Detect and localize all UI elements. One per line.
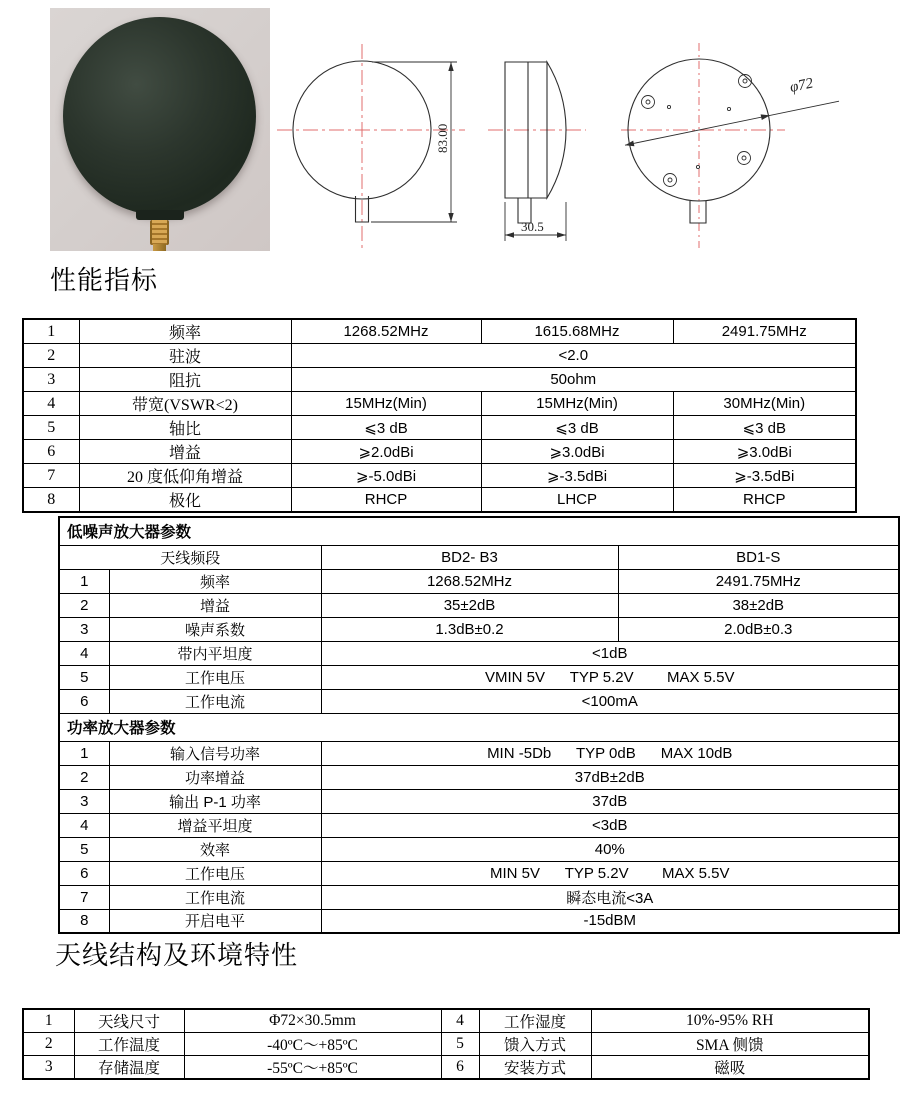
table-row (59, 741, 899, 765)
param-value-cell: ⩾3.0dBi (481, 440, 673, 464)
row-number-cell: 6 (59, 861, 109, 885)
param-name-cell: 轴比 (79, 416, 291, 440)
param-name-cell: 频率 (109, 569, 321, 593)
table-row (59, 569, 899, 593)
param-value-cell: 1.3dB±0.2 (321, 617, 618, 641)
product-overview-section (0, 0, 900, 262)
param-value-cell: ⩾-3.5dBi (673, 464, 856, 488)
row-number-cell: 1 (23, 319, 79, 344)
param-value-cell: 1268.52MHz (321, 569, 618, 593)
param-name-cell: 驻波 (79, 344, 291, 368)
param-name-cell: 极化 (79, 488, 291, 513)
row-number-cell: 1 (23, 1009, 74, 1033)
row-number-cell: 3 (23, 1056, 74, 1080)
table-row (23, 488, 856, 513)
row-number-cell: 3 (23, 368, 79, 392)
row-number-cell: 3 (59, 617, 109, 641)
param-name-cell: 增益 (109, 593, 321, 617)
pa-section-title: 功率放大器参数 (59, 713, 899, 741)
param-name-cell: 频率 (79, 319, 291, 344)
connector-tab (136, 210, 184, 220)
param-value-cell: <100mA (321, 689, 899, 713)
param-value-cell: -55ºC～+85ºC (184, 1056, 441, 1080)
table-row (59, 813, 899, 837)
param-value-cell: ⩾3.0dBi (673, 440, 856, 464)
front-view-drawing (275, 28, 470, 260)
param-name-cell: 20 度低仰角增益 (79, 464, 291, 488)
table-row (23, 1033, 869, 1056)
param-name-cell: 馈入方式 (479, 1033, 591, 1056)
table-row (59, 689, 899, 713)
param-name-cell: 噪声系数 (109, 617, 321, 641)
param-name-cell: 工作电压 (109, 665, 321, 689)
param-value-cell: 50ohm (291, 368, 856, 392)
param-value-cell: MIN 5V TYP 5.2V MAX 5.5V (321, 861, 899, 885)
param-name-cell: 阻抗 (79, 368, 291, 392)
param-value-cell: 38±2dB (618, 593, 899, 617)
param-name-cell: 效率 (109, 837, 321, 861)
table-row (59, 641, 899, 665)
back-view-drawing (613, 28, 900, 263)
param-value-cell: Φ72×30.5mm (184, 1009, 441, 1033)
row-number-cell: 4 (23, 392, 79, 416)
param-value-cell: VMIN 5V TYP 5.2V MAX 5.5V (321, 665, 899, 689)
row-number-cell: 4 (441, 1009, 479, 1033)
table-row (23, 319, 856, 344)
table-row (23, 440, 856, 464)
table-row (59, 617, 899, 641)
table-row (23, 392, 856, 416)
table-row (59, 765, 899, 789)
param-name-cell: 功率增益 (109, 765, 321, 789)
front-height-dimension-label: 83.00 (435, 123, 450, 153)
param-name-cell: 增益 (79, 440, 291, 464)
param-value-cell: 15MHz(Min) (291, 392, 481, 416)
param-name-cell: 输入信号功率 (109, 741, 321, 765)
performance-heading: 性能指标 (50, 266, 159, 295)
param-value-cell: ⩽3 dB (673, 416, 856, 440)
param-value-cell: 40% (321, 837, 899, 861)
antenna-dome (63, 17, 256, 215)
row-number-cell: 6 (23, 440, 79, 464)
param-name-cell: 存储温度 (74, 1056, 184, 1080)
band-label-cell: 天线频段 (59, 545, 321, 569)
table-row (59, 665, 899, 689)
side-view-drawing (488, 28, 600, 263)
param-name-cell: 工作电流 (109, 689, 321, 713)
table-row (23, 1009, 869, 1033)
param-name-cell: 开启电平 (109, 909, 321, 933)
param-value-cell: RHCP (673, 488, 856, 513)
param-value-cell: 2491.75MHz (618, 569, 899, 593)
row-number-cell: 5 (441, 1033, 479, 1056)
param-value-cell: ⩾-5.0dBi (291, 464, 481, 488)
table-row (23, 416, 856, 440)
structure-heading: 天线结构及环境特性 (55, 941, 299, 970)
table-row (59, 837, 899, 861)
param-value-cell: <3dB (321, 813, 899, 837)
param-value-cell: ⩾2.0dBi (291, 440, 481, 464)
sma-connector (150, 220, 169, 245)
param-value-cell: -15dBM (321, 909, 899, 933)
row-number-cell: 5 (59, 837, 109, 861)
table-row (23, 1056, 869, 1080)
param-value-cell: 37dB (321, 789, 899, 813)
band-value-cell: BD1-S (618, 545, 899, 569)
param-value-cell: -40ºC～+85ºC (184, 1033, 441, 1056)
row-number-cell: 2 (23, 344, 79, 368)
row-number-cell: 4 (59, 641, 109, 665)
param-name-cell: 工作电流 (109, 885, 321, 909)
lna-section-title: 低噪声放大器参数 (59, 517, 899, 545)
param-value-cell: ⩾-3.5dBi (481, 464, 673, 488)
param-value-cell: ⩽3 dB (291, 416, 481, 440)
sma-connector-tip (153, 244, 166, 251)
param-value-cell: 1268.52MHz (291, 319, 481, 344)
row-number-cell: 6 (441, 1056, 479, 1080)
row-number-cell: 1 (59, 569, 109, 593)
param-value-cell: 37dB±2dB (321, 765, 899, 789)
performance-table (22, 318, 857, 513)
table-row (59, 909, 899, 933)
param-value-cell: 2491.75MHz (673, 319, 856, 344)
row-number-cell: 5 (23, 416, 79, 440)
side-depth-dimension-label: 30.5 (521, 219, 544, 234)
param-name-cell: 增益平坦度 (109, 813, 321, 837)
param-name-cell: 输出 P-1 功率 (109, 789, 321, 813)
param-value-cell: RHCP (291, 488, 481, 513)
row-number-cell: 3 (59, 789, 109, 813)
row-number-cell: 8 (23, 488, 79, 513)
row-number-cell: 2 (59, 765, 109, 789)
param-value-cell: 15MHz(Min) (481, 392, 673, 416)
param-name-cell: 带内平坦度 (109, 641, 321, 665)
row-number-cell: 8 (59, 909, 109, 933)
param-value-cell: 30MHz(Min) (673, 392, 856, 416)
row-number-cell: 7 (59, 885, 109, 909)
row-number-cell: 2 (23, 1033, 74, 1056)
param-name-cell: 带宽(VSWR<2) (79, 392, 291, 416)
param-value-cell: 磁吸 (591, 1056, 869, 1080)
param-name-cell: 工作湿度 (479, 1009, 591, 1033)
param-value-cell: 35±2dB (321, 593, 618, 617)
table-row (23, 368, 856, 392)
row-number-cell: 7 (23, 464, 79, 488)
param-value-cell: <1dB (321, 641, 899, 665)
param-value-cell: <2.0 (291, 344, 856, 368)
param-value-cell: 10%-95% RH (591, 1009, 869, 1033)
param-value-cell: SMA 侧馈 (591, 1033, 869, 1056)
band-value-cell: BD2- B3 (321, 545, 618, 569)
row-number-cell: 2 (59, 593, 109, 617)
table-row (23, 344, 856, 368)
row-number-cell: 1 (59, 741, 109, 765)
row-number-cell: 6 (59, 689, 109, 713)
row-number-cell: 5 (59, 665, 109, 689)
structure-table (22, 1008, 870, 1080)
table-row (59, 545, 899, 569)
param-value-cell: 瞬态电流<3A (321, 885, 899, 909)
back-diameter-dimension-label: φ72 (788, 75, 815, 96)
param-value-cell: LHCP (481, 488, 673, 513)
row-number-cell: 4 (59, 813, 109, 837)
table-row (59, 517, 899, 545)
param-name-cell: 安装方式 (479, 1056, 591, 1080)
table-row (23, 464, 856, 488)
param-name-cell: 天线尺寸 (74, 1009, 184, 1033)
param-name-cell: 工作温度 (74, 1033, 184, 1056)
table-row (59, 861, 899, 885)
table-row (59, 885, 899, 909)
amplifier-table (58, 516, 900, 934)
table-row (59, 713, 899, 741)
table-row (59, 789, 899, 813)
param-name-cell: 工作电压 (109, 861, 321, 885)
table-row (59, 593, 899, 617)
param-value-cell: MIN -5Db TYP 0dB MAX 10dB (321, 741, 899, 765)
param-value-cell: 1615.68MHz (481, 319, 673, 344)
param-value-cell: 2.0dB±0.3 (618, 617, 899, 641)
param-value-cell: ⩽3 dB (481, 416, 673, 440)
antenna-photo (50, 8, 270, 251)
